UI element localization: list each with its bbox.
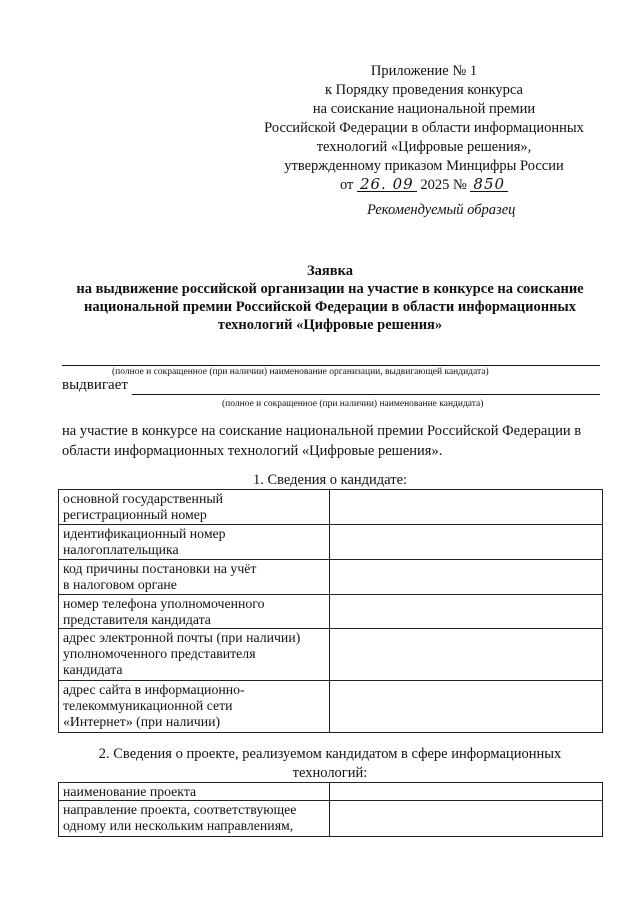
appendix-line: технологий «Цифровые решения»,	[316, 139, 532, 155]
order-date-line	[244, 176, 604, 195]
field-label	[59, 801, 330, 837]
table-row	[59, 525, 603, 560]
field-value-cell[interactable]	[330, 560, 603, 595]
appendix-header	[244, 62, 604, 195]
section1-title: 1. Сведения о кандидате:	[252, 472, 408, 488]
nominates-label: выдвигает	[62, 377, 128, 393]
field-label	[59, 681, 330, 733]
field-value-cell[interactable]	[330, 595, 603, 629]
field-value-cell[interactable]	[330, 681, 603, 733]
table-row	[59, 595, 603, 629]
label-line: код причины постановки на учёт	[63, 561, 257, 576]
order-date: 26. 09	[357, 177, 417, 192]
table-row	[59, 629, 603, 681]
label-line: телекоммуникационной сети	[63, 698, 233, 713]
candidate-name-caption: (полное и сокращенное (при наличии) наименование кандидата)	[222, 399, 484, 409]
label-line: представителя кандидата	[63, 612, 211, 627]
label-line: одному или нескольким направлениям,	[63, 818, 294, 833]
candidate-name-underline	[132, 394, 600, 395]
org-name-caption: (полное и сокращенное (при наличии) наименование организации, выдвигающей кандидата)	[112, 367, 489, 377]
appendix-line: на соискание национальной премии	[312, 101, 536, 117]
field-label	[59, 560, 330, 595]
label-line: в налоговом органе	[63, 577, 177, 592]
order-number: 850	[470, 177, 508, 192]
table-row	[59, 801, 603, 837]
field-value-cell[interactable]	[330, 490, 603, 525]
participation-paragraph: на участие в конкурсе на соискание национальной премии Российской Федерации в области информационных технологий «Цифровые решения».	[62, 423, 582, 459]
title-line: на выдвижение российской организации на участие в конкурсе на соискание	[76, 281, 584, 297]
label-line: «Интернет» (при наличии)	[63, 714, 221, 729]
label-line: основной государственный	[63, 491, 223, 506]
number-sign: №	[452, 177, 467, 193]
title-line: технологий «Цифровые решения»	[217, 317, 443, 333]
label-line: уполномоченного представителя	[63, 646, 256, 661]
project-info-table	[58, 782, 603, 837]
table-row	[59, 681, 603, 733]
candidate-info-table	[58, 489, 603, 733]
field-value-cell[interactable]	[330, 783, 603, 801]
org-name-underline	[62, 365, 600, 366]
label-line: направление проекта, соответствующее	[63, 802, 297, 817]
title-line: национальной премии Российской Федерации в области информационных	[84, 299, 576, 315]
field-label	[59, 490, 330, 525]
appendix-number: Приложение № 1	[370, 63, 478, 79]
field-value-cell[interactable]	[330, 525, 603, 560]
label-line: наименование проекта	[63, 784, 197, 799]
field-value-cell[interactable]	[330, 629, 603, 681]
field-label	[59, 629, 330, 681]
order-year: 2025	[420, 177, 450, 193]
label-line: идентификационный номер	[63, 526, 226, 541]
field-value-cell[interactable]	[330, 801, 603, 837]
field-label	[59, 525, 330, 560]
table-row	[59, 560, 603, 595]
label-line: адрес электронной почты (при наличии)	[63, 630, 301, 645]
section2-title-line: технологий:	[292, 765, 368, 781]
label-line: регистрационный номер	[63, 507, 207, 522]
section2-title	[40, 745, 620, 783]
document-title	[50, 262, 610, 334]
label-line: номер телефона уполномоченного	[63, 596, 265, 611]
recommended-sample-label: Рекомендуемый образец	[367, 202, 516, 218]
appendix-line: Российской Федерации в области информационных	[264, 120, 584, 136]
field-label	[59, 783, 330, 801]
title-heading: Заявка	[307, 263, 353, 279]
label-line: кандидата	[63, 662, 123, 677]
table-row	[59, 490, 603, 525]
label-line: адрес сайта в информационно-	[63, 682, 245, 697]
appendix-line: утвержденному приказом Минцифры России	[284, 158, 564, 174]
table-row	[59, 783, 603, 801]
field-label	[59, 595, 330, 629]
appendix-line: к Порядку проведения конкурса	[324, 82, 523, 98]
section2-title-line: 2. Сведения о проекте, реализуемом кандидатом в сфере информационных	[98, 746, 562, 762]
label-line: налогоплательщика	[63, 542, 179, 557]
from-label: от	[339, 177, 354, 193]
